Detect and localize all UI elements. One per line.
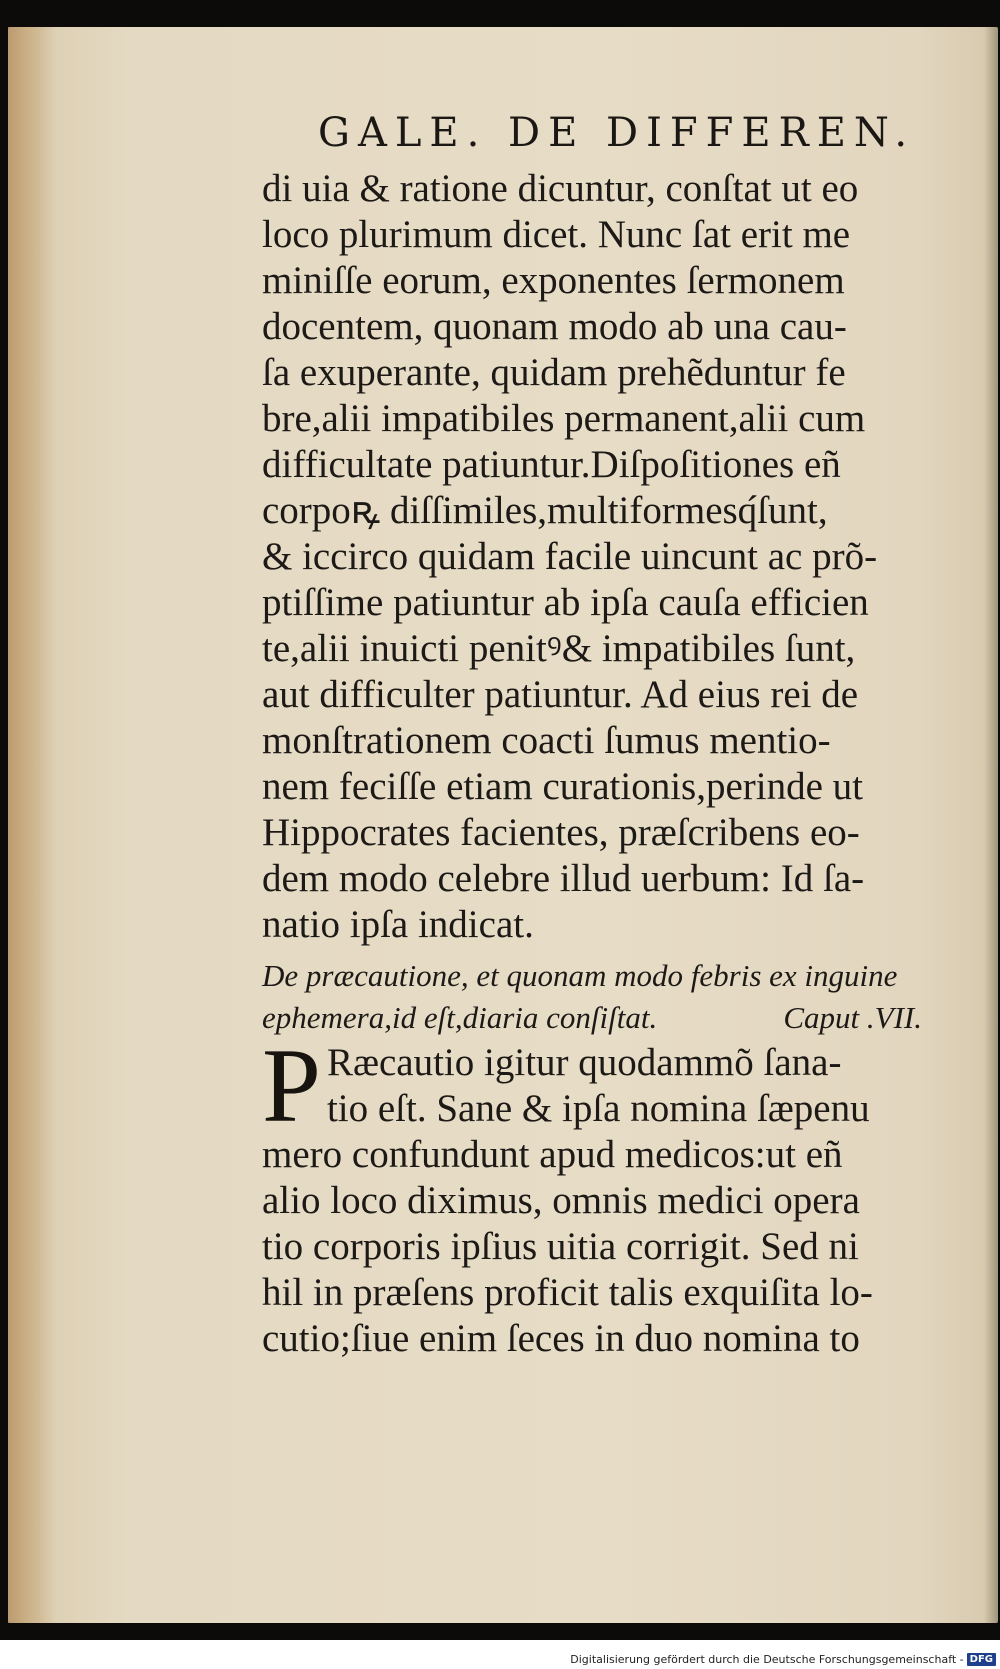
chapter-text xyxy=(262,1027,932,1362)
text-line: cutio;ſiue enim ſeces in duo nomina to xyxy=(262,1317,860,1360)
text-line: Ræcautio igitur quodammõ ſana- xyxy=(326,1041,842,1084)
text-line: hil in præſens proficit talis exquiſita lo- xyxy=(262,1271,873,1314)
text-line: tio corporis ipſius uitia corrigit. Sed ni xyxy=(262,1225,859,1268)
digitization-credit xyxy=(570,1653,996,1666)
text-line: alio loco diximus, omnis medici opera xyxy=(262,1179,860,1222)
text-line: nem feciſſe etiam curationis,perinde ut xyxy=(262,765,864,808)
text-line: monſtrationem coacti ſumus mentio- xyxy=(262,719,831,762)
text-line: & iccirco quidam facile uincunt ac prõ- xyxy=(262,535,878,578)
body-text xyxy=(262,166,932,948)
running-head: GALE. DE DIFFEREN. xyxy=(318,110,916,156)
text-line: aut difficulter patiuntur. Ad eius rei de xyxy=(262,673,859,716)
text-line: ſa exuperante, quidam prehẽduntur fe xyxy=(262,351,846,394)
drop-cap-initial: P xyxy=(262,1027,321,1144)
text-line: bre,alii impatibiles permanent,alii cum xyxy=(262,397,866,440)
chapter-heading-line: De præcautione, et quonam modo febris ex inguine xyxy=(262,958,898,993)
text-line: docentem, quonam modo ab una cau- xyxy=(262,305,847,348)
page-binding-edge xyxy=(8,27,56,1623)
text-line: dem modo celebre illud uerbum: Id ſa- xyxy=(262,857,865,900)
text-line: mero confundunt apud medicos:ut eñ xyxy=(262,1133,843,1176)
dfg-logo-icon: DFG xyxy=(967,1653,996,1666)
chapter-heading-subtitle: ephemera,id eſt,diaria conſiſtat. xyxy=(262,1000,658,1035)
chapter-heading xyxy=(262,955,922,1039)
text-line: di uia & ratione dicuntur, conſtat ut eo xyxy=(262,167,859,210)
chapter-number: Caput .VII. xyxy=(783,1000,922,1035)
text-line: Hippocrates facientes, præſcribens eo- xyxy=(262,811,860,854)
text-line: corpoꝶ diſſimiles,multiformesq́ſunt, xyxy=(262,489,828,532)
text-line: difficultate patiuntur.Diſpoſitiones eñ xyxy=(262,443,841,486)
text-line: natio ipſa indicat. xyxy=(262,903,534,946)
text-line: tio eſt. Sane & ipſa nomina ſæpenu xyxy=(326,1087,870,1130)
text-line: te,alii inuicti penitꝰ& impatibiles ſunt, xyxy=(262,627,856,670)
credit-text: Digitalisierung gefördert durch die Deutsche Forschungsgemeinschaft - xyxy=(570,1653,964,1666)
text-line: miniſſe eorum, exponentes ſermonem xyxy=(262,259,845,302)
page-fore-edge xyxy=(984,27,998,1623)
chapter-heading-line xyxy=(262,997,922,1039)
text-line: loco plurimum dicet. Nunc ſat erit me xyxy=(262,213,851,256)
text-line: ptiſſime patiuntur ab ipſa cauſa efficien xyxy=(262,581,869,624)
